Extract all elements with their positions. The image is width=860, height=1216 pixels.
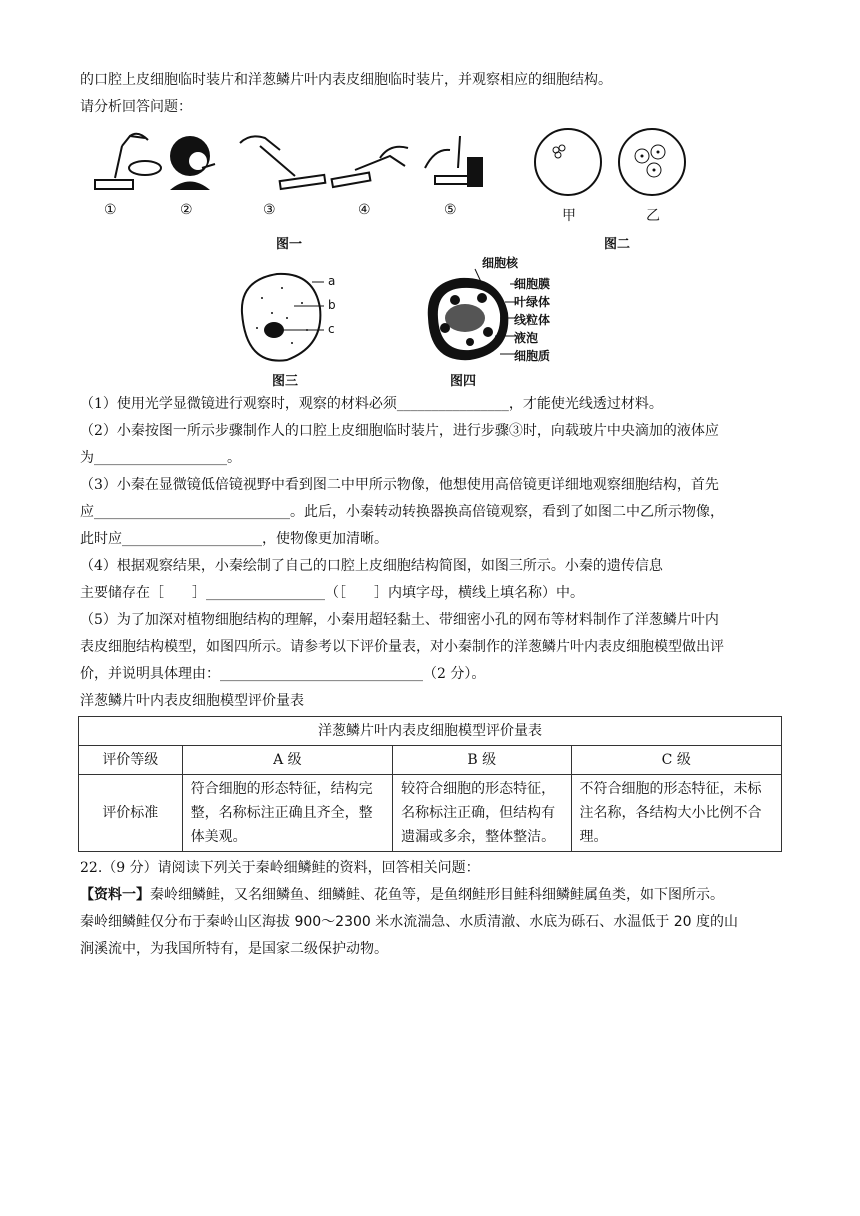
question-4-line-1: （4）根据观察结果，小秦绘制了自己的口腔上皮细胞结构简图，如图三所示。小秦的遗传信息 <box>80 558 663 574</box>
header-c: C 级 <box>571 746 782 775</box>
step-4-drawing <box>332 147 408 187</box>
criteria-a-line-2: 整，名称标注正确且齐全，整 <box>190 805 373 821</box>
question-22-material-line-2: 秦岭细鳞鲑仅分布于秦岭山区海拔 900～2300 米水流湍急、水质清澈、水底为砾石、水温低于 20 度的山 <box>80 914 738 930</box>
row-label-criteria: 评价标准 <box>79 775 183 852</box>
header-b: B 级 <box>393 746 571 775</box>
step-label-5: ⑤ <box>444 202 457 218</box>
question-5-line-3: 价，并说明具体理由：_____________________________（2 分）。 <box>80 666 486 682</box>
fig3-label-a: a <box>328 274 336 288</box>
step-5-drawing <box>425 136 482 186</box>
question-5-line-2: 表皮细胞结构模型，如图四所示。请参考以下评价量表，对小秦制作的洋葱鳞片叶内表皮细胞模型做出评 <box>80 639 724 655</box>
figure-3-label: 图三 <box>272 374 299 389</box>
fig4-label-mitochondria: 线粒体 <box>514 313 551 327</box>
step-label-4: ④ <box>358 202 371 218</box>
question-3-line-2: 应____________________________。此后，小秦转动转换器换高倍镜观察，看到了如图二中乙所示物像， <box>80 504 724 520</box>
table-caption-row <box>79 717 782 746</box>
fig3-label-b: b <box>328 298 336 312</box>
criteria-a <box>182 775 392 852</box>
fig4-label-cytoplasm: 细胞质 <box>514 349 551 363</box>
figure-4-leaders <box>470 264 520 364</box>
question-22-material-line-1 <box>80 885 724 905</box>
criteria-b-line-1: 较符合细胞的形态特征， <box>401 781 556 797</box>
criteria-c <box>571 775 782 852</box>
table-criteria-row <box>79 775 782 852</box>
step-label-1: ① <box>104 202 117 218</box>
table-caption: 洋葱鳞片叶内表皮细胞模型评价量表 <box>79 717 782 746</box>
figure-2-label: 图二 <box>604 237 631 252</box>
criteria-b-line-3: 遗漏或多余，整体整洁。 <box>401 829 556 845</box>
question-2-line-2: 为___________________。 <box>80 450 241 466</box>
fig3-label-c: c <box>328 322 335 336</box>
fig4-label-vacuole: 液泡 <box>514 331 539 345</box>
question-1: （1）使用光学显微镜进行观察时，观察的材料必须________________，才能使光线透过材料。 <box>80 396 663 412</box>
material-tag: 【资料一】 <box>80 887 150 903</box>
intro-line-1: 的口腔上皮细胞临时装片和洋葱鳞片叶内表皮细胞临时装片，并观察相应的细胞结构。 <box>80 72 612 88</box>
header-a: A 级 <box>182 746 392 775</box>
material-text-1: 秦岭细鳞鲑，又名细鳞鱼、细鳞鲑、花鱼等，是鱼纲鲑形目鲑科细鳞鲑属鱼类，如下图所示。 <box>150 887 724 903</box>
question-5-line-1: （5）为了加深对植物细胞结构的理解，小秦用超轻黏土、带细密小孔的网布等材料制作了洋葱鳞片叶内 <box>80 612 719 628</box>
table-header-row <box>79 746 782 775</box>
criteria-b <box>393 775 571 852</box>
figure-1-illustration <box>90 128 500 200</box>
criteria-c-line-1: 不符合细胞的形态特征，未标 <box>579 781 762 797</box>
question-22-material-line-3: 涧溪流中，为我国所特有，是国家二级保护动物。 <box>80 941 388 957</box>
intro-line-2: 请分析回答问题： <box>80 99 192 115</box>
fig4-label-nucleus: 细胞核 <box>482 256 519 270</box>
fig2-item-jia: 甲 <box>562 208 576 224</box>
step-label-2: ② <box>180 202 193 218</box>
fig4-label-chloroplast: 叶绿体 <box>514 295 551 309</box>
criteria-c-line-3: 理。 <box>579 829 608 845</box>
criteria-a-line-3: 体美观。 <box>190 829 247 845</box>
question-2-line-1: （2）小秦按图一所示步骤制作人的口腔上皮细胞临时装片，进行步骤③时，向载玻片中央滴加的液体应 <box>80 423 719 439</box>
question-3-line-1: （3）小秦在显微镜低倍镜视野中看到图二中甲所示物像，他想使用高倍镜更详细地观察细胞结构，首先 <box>80 477 719 493</box>
step-1-drawing <box>95 134 161 189</box>
fig4-label-membrane: 细胞膜 <box>514 277 551 291</box>
criteria-c-line-2: 注名称，各结构大小比例不合 <box>579 805 762 821</box>
header-grade: 评价等级 <box>79 746 183 775</box>
question-3-line-3: 此时应____________________，使物像更加清晰。 <box>80 531 388 547</box>
question-4-line-2: 主要储存在［ ］_________________（［ ］内填字母，横线上填名称）中。 <box>80 585 584 601</box>
criteria-a-line-1: 符合细胞的形态特征，结构完 <box>190 781 373 797</box>
criteria-b-line-2: 名称标注正确，但结构有 <box>401 805 556 821</box>
figure-2-illustration <box>530 128 690 200</box>
question-22-header: 22.（9 分）请阅读下列关于秦岭细鳞鲑的资料，回答相关问题： <box>80 860 480 876</box>
figure-1-label: 图一 <box>276 237 303 252</box>
step-2-drawing <box>170 136 215 190</box>
table-title: 洋葱鳞片叶内表皮细胞模型评价量表 <box>80 693 304 709</box>
step-label-3: ③ <box>263 202 276 218</box>
evaluation-table <box>78 716 782 852</box>
step-3-drawing <box>240 136 325 189</box>
figure-4-label: 图四 <box>450 374 477 389</box>
fig2-item-yi: 乙 <box>646 208 660 224</box>
